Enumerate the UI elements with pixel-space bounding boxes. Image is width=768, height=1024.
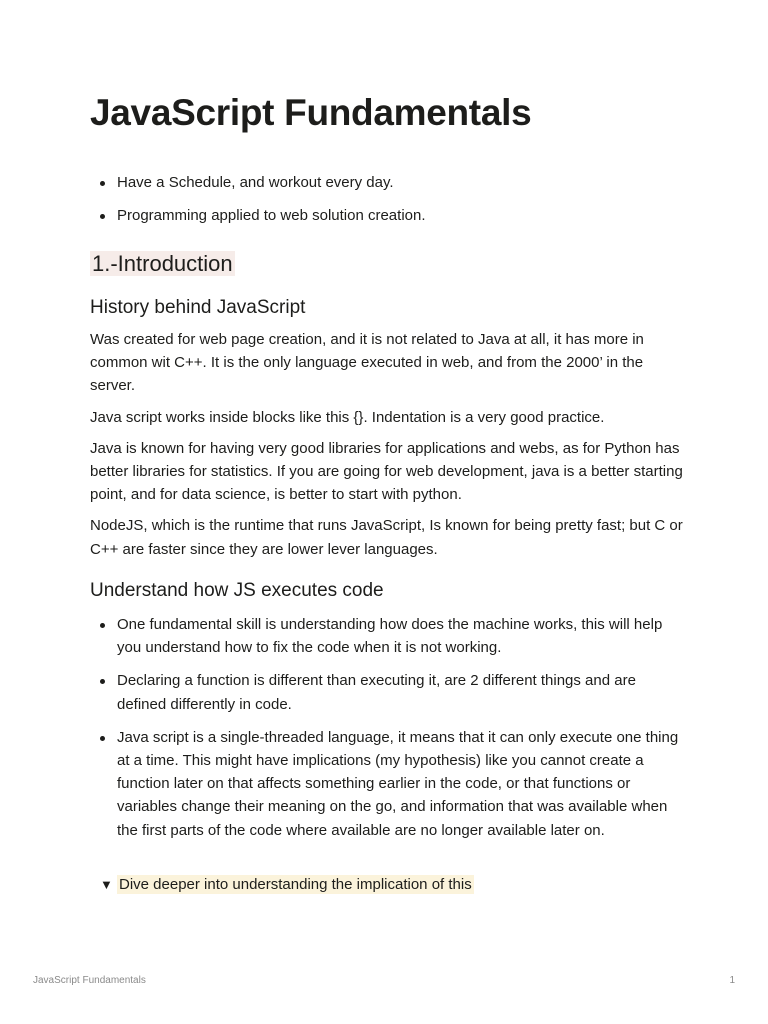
intro-bullet-list xyxy=(90,171,680,237)
paragraph: Was created for web page creation, and it is not related to Java at all, it has more in common wit C++. It is the only language executed in web, and from the 2000’ in the server. xyxy=(90,331,644,395)
triangle-down-icon[interactable]: ▼ xyxy=(100,877,113,892)
section-heading-introduction xyxy=(90,248,235,279)
section-heading-text: 1.-Introduction xyxy=(92,251,233,276)
paragraph: Java script works inside blocks like this {}. Indentation is a very good practice. xyxy=(90,408,605,426)
list-item: Java script is a single-threaded language, it means that it can only execute one thing at a time. This might have implications (my hypothesis) like you cannot create a function later on that affects something earlier in the code, or that functions or variables change their meaning on the go, and information that was available when the first parts of the code where available are no longer available later on. xyxy=(90,726,680,842)
execution-bullet-list xyxy=(90,613,680,852)
history-paragraphs xyxy=(90,328,686,569)
page-title: JavaScript Fundamentals xyxy=(90,92,532,133)
page-number: 1 xyxy=(729,975,735,986)
list-item: Programming applied to web solution creation. xyxy=(90,204,680,227)
footer-title: JavaScript Fundamentals xyxy=(33,975,146,986)
list-item: Declaring a function is different than executing it, are 2 different things and are defined differently in code. xyxy=(90,669,680,715)
paragraph: NodeJS, which is the runtime that runs JavaScript, Is known for being pretty fast; but C or C++ are faster since they are lower lever languages. xyxy=(90,517,683,558)
list-item: One fundamental skill is understanding how does the machine works, this will help you understand how to fix the code when it is not working. xyxy=(90,613,680,659)
subheading-history: History behind JavaScript xyxy=(90,297,306,318)
paragraph: Java is known for having very good libraries for applications and webs, as for Python has better libraries for statistics. If you are going for web development, java is a better starting point, and for data science, is better to start with python. xyxy=(90,439,683,504)
subheading-understand-execution: Understand how JS executes code xyxy=(90,580,384,601)
list-item: Have a Schedule, and workout every day. xyxy=(90,171,680,194)
toggle-label[interactable]: Dive deeper into understanding the implication of this xyxy=(119,876,472,893)
toggle-block[interactable] xyxy=(100,873,474,896)
